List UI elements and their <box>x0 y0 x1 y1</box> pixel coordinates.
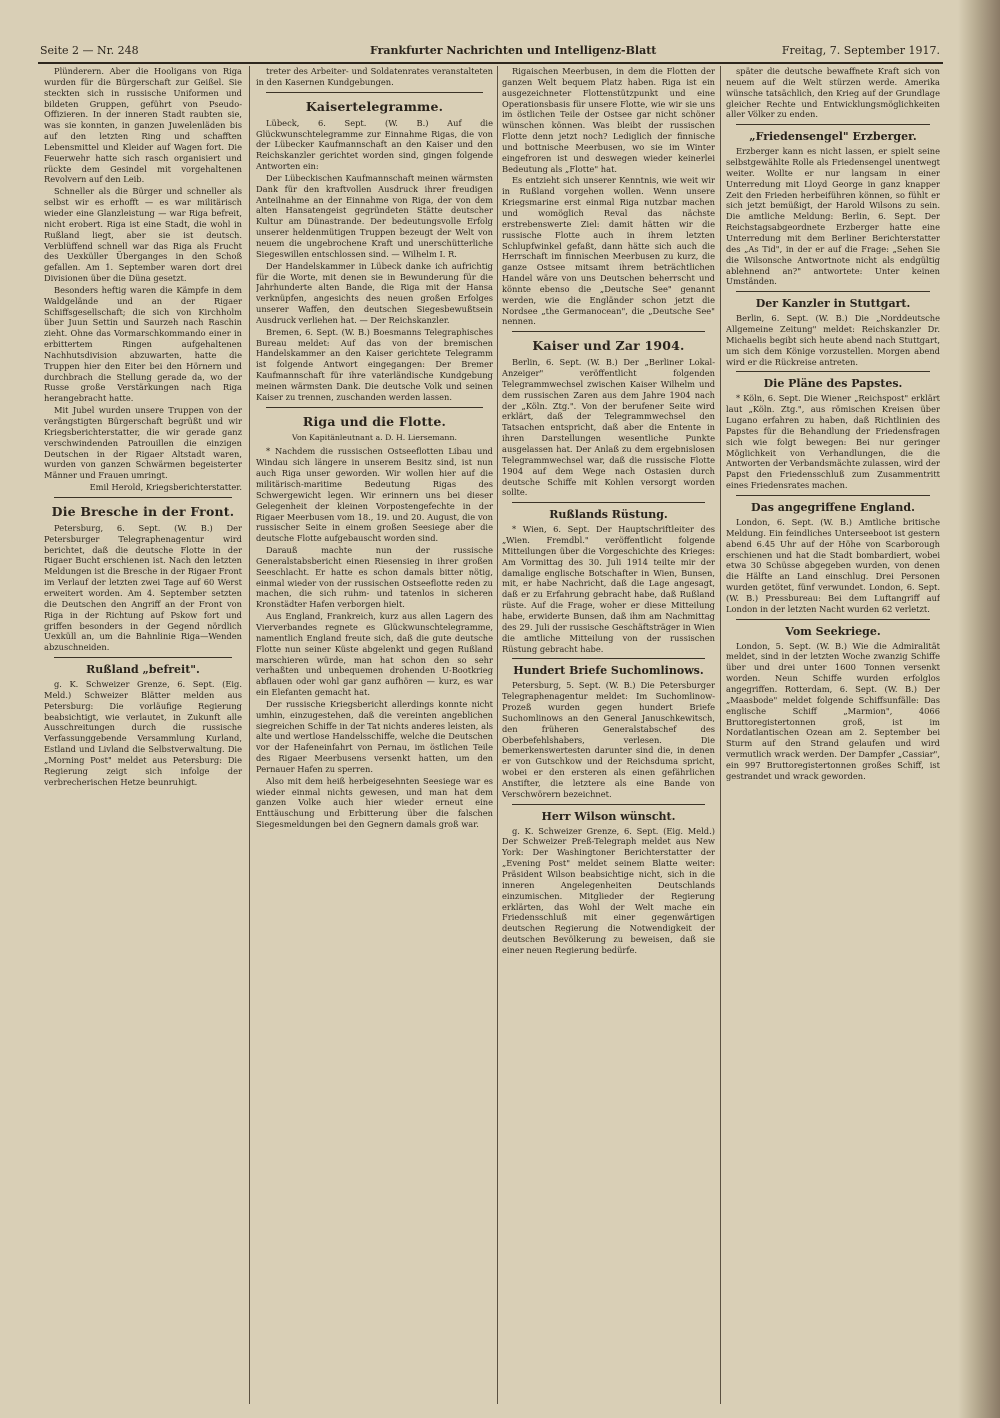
article-paragraph: Erzberger kann es nicht lassen, er spielt seine selbstgewählte Rolle als Friedensengel unentwegt weiter. Wollte er nur langsam in einer Unterredung mit Lloyd George in ganz knapper Zeit den Frieden herbeiführen können, so fühlt er sich jetzt bemüßigt, der Harold Wilsons zu sein. Die amtliche Meldung: Berlin, 6. Sept. Der Reichstagsabgeordnete Erzberger hatte eine Unterredung mit dem Berliner Berichterstatter des „As Tid", in der er auf die Frage: „Sehen Sie die Wilsonsche Antwortnote nicht als endgültig ablehnend an?" antwortete: Unter keinen Umständen. <box>726 146 940 287</box>
section-separator <box>266 92 483 93</box>
article-paragraph: Petersburg, 6. Sept. (W. B.) Der Petersburger Telegraphenagentur wird berichtet, daß die deutsche Flotte in der Rigaer Bucht erschienen ist. Nach den letzten Meldungen ist die Bresche in der Rigaer Front im Verlauf der letzten zwei Tage auf 60 Werst erweitert worden. Am 4. September setzten die Deutschen den Angriff an der Front von Riga in der Richtung auf Pskow fort und griffen besonders in der Gegend nördlich Uexküll an, um die Bahnlinie Riga—Wenden abzuschneiden. <box>44 522 242 653</box>
page-number: Seite 2 — Nr. 248 <box>40 44 139 57</box>
article-paragraph: Der russische Kriegsbericht allerdings konnte nicht umhin, einzugestehen, daß die vereinten angeblichen siegreichen Schiffe in der Tat nichts anderes leisten, als alte und wertlose Handelsschiffe, welche die Deutschen vor der Hafeneinfahrt von Pernau, im östlichen Teile des Rigaer Meerbusens versenkt hatten, um den Pernauer Hafen zu sperren. <box>256 698 493 774</box>
section-separator <box>512 331 705 332</box>
article-paragraph: * Wien, 6. Sept. Der Hauptschriftleiter des „Wien. Fremdbl." veröffentlicht folgende Mitteilungen über die Vorgeschichte des Krieges: Am Vormittag des 30. Juli 1914 teilte mir der damalige englische Botschafter in Wien, Bunsen, mit, er habe Nachricht, daß die Lage angesagt, daß er zu Erfahrung gebracht habe, daß Rußland rüste. Auf die Frage, woher er diese Mitteilung habe, erwiderte Bunsen, daß ihm am Nachmittag des 29. Juli der russische Geschäftsträger in Wien die amtliche Mitteilung von der russischen Rüstung gebracht habe. <box>502 524 715 654</box>
section-separator <box>736 371 930 372</box>
article-paragraph: später die deutsche bewaffnete Kraft sich von neuem auf die Welt stürzen werde. Amerika wünsche tatsächlich, den Krieg auf der Grundlage gleicher Rechte und Entwicklungsmöglichkeiten aller Völker zu enden. <box>726 66 940 120</box>
section-separator <box>512 658 705 659</box>
masthead: Frankfurter Nachrichten und Intelligenz-Blatt <box>370 44 657 57</box>
section-separator <box>736 495 930 496</box>
headline: Herr Wilson wünscht. <box>541 809 676 823</box>
article-paragraph: Petersburg, 5. Sept. (W. B.) Die Petersburger Telegraphenagentur meldet: Im Suchomlinow-Prozeß wurden gegen hundert Briefe Suchomlinows an den General Januschkewitsch, den früheren Generalstabschef des Oberbefehlshabers, verlesen. Die bemerkenswertesten darunter sind die, in denen er von Gutschkow und der Reichsduma spricht, wobei er den ersteren als einen gefährlichen Anstifter, die letztere als eine Bande von Verschwörern bezeichnet. <box>502 680 715 799</box>
section-separator <box>266 407 483 408</box>
article-paragraph: * Köln, 6. Sept. Die Wiener „Reichspost" erklärt laut „Köln. Ztg.", aus römischen Kreisen über Lugano erfahren zu haben, daß Richtlinien des Papstes für die Behandlung der Friedensfragen sich wie folgt bewegen: Bei nur geringer Möglichkeit von Verhandlungen, die die Antworten der Verbandsmächte zulassen, wird der Papst den Friedensschluß zum Zusammentritt eines Friedensrates machen. <box>726 393 940 491</box>
byline: Von Kapitänleutnant a. D. H. Liersemann. <box>292 432 457 442</box>
article-paragraph: Lübeck, 6. Sept. (W. B.) Auf die Glückwunschtelegramme zur Einnahme Rigas, die von der Lübecker Kaufmannschaft an den Kaiser und den Reichskanzler gerichtet worden sind, gingen folgende Antworten ein: <box>256 117 493 172</box>
column-4 <box>726 66 940 1406</box>
headline: Riga und die Flotte. <box>302 413 447 429</box>
headline: Hundert Briefe Suchomlinows. <box>513 664 704 678</box>
headline: Die Bresche in der Front. <box>51 503 235 519</box>
page-edge-shadow <box>958 0 1000 1418</box>
column-1 <box>44 66 242 1406</box>
article-paragraph: Berlin, 6. Sept. (W. B.) Die „Norddeutsche Allgemeine Zeitung" meldet: Reichskanzler Dr. Michaelis begibt sich heute abend nach Stuttgart, um sich dem Könige vorzustellen. Morgen abend wird er die Rückreise antreten. <box>726 313 940 367</box>
section-separator <box>512 804 705 805</box>
headline: Kaisertelegramme. <box>305 98 444 114</box>
headline: „Friedensengel" Erzberger. <box>749 130 917 144</box>
headline: Kaiser und Zar 1904. <box>532 338 685 354</box>
article-paragraph: Mit Jubel wurden unsere Truppen von der verängstigten Bürgerschaft begrüßt und wir Kriegsberichterstatter, die wir gerade ganz verschwindenden Patrouillen die einzigen Deutschen in der Rigaer Altstadt waren, wurden von ganzen Schwärmen begeisterter Männer und Frauen umringt. <box>44 405 242 481</box>
headline: Die Pläne des Papstes. <box>763 377 903 391</box>
article-paragraph: Aus England, Frankreich, kurz aus allen Lagern des Vierverbandes regnete es Glückwunschtelegramme, namentlich England freute sich, daß die gute deutsche Flotte nun seiner Küste abgelenkt und gegen Rußland marschieren würde, man hat schon den so sehr verhaßten und unbequemen drohenden U-Bootkrieg abflauen oder wohl gar ganz aufhören — kurz, es war ein Elefanten gemacht hat. <box>256 611 493 698</box>
column-rule <box>497 66 498 1404</box>
article-paragraph: Berlin, 6. Sept. (W. B.) Der „Berliner Lokal-Anzeiger" veröffentlicht folgenden Telegrammwechsel zwischen Kaiser Wilhelm und dem russischen Zaren aus dem Jahre 1904 nach der „Köln. Ztg.". Von der berufener Seite wird erklärt, daß der Telegrammwechsel den Tatsachen entspricht, daß aber die Entente in ihren Darstellungen wesentliche Punkte ausgelassen hat. Der Anlaß zu dem ergebnislosen Telegrammwechsel war, daß die russische Flotte 1904 auf dem Wege nach Ostasien durch deutsche Schiffe mit Kohlen versorgt worden sollte. <box>502 357 715 498</box>
column-2 <box>256 66 493 1406</box>
section-separator <box>736 291 930 292</box>
article-paragraph: g. K. Schweizer Grenze, 6. Sept. (Eig. Meld.) Schweizer Blätter melden aus Petersburg: Die vorläufige Regierung beabsichtigt, wie verlautet, in Zukunft alle Ausschreitungen durch die russische Verfassunggebende Versammlung Kurland, Estland und Livland die Selbstverwaltung. Die „Morning Post" meldet aus Petersburg: Die Regierung zeigt sich infolge der verbrecherischen Hetze beunruhigt. <box>44 679 242 787</box>
article-paragraph: g. K. Schweizer Grenze, 6. Sept. (Eig. Meld.) Der Schweizer Preß-Telegraph meldet aus New York: Der Washingtoner Berichterstatter der „Evening Post" meldet seinem Blatte weiter: Präsident Wilson beabsichtige nicht, sich in die inneren Angelegenheiten Deutschlands einzumischen. Mitglieder der Regierung erklärten, das Wohl der Welt mache ein Friedensschluß mit einer gegenwärtigen deutschen Regierung die Notwendigkeit der deutschen Bevölkerung zu beweisen, daß sie einer neuen Regierung bedürfe. <box>502 825 715 955</box>
article-paragraph: Also mit dem heiß herbeigesehnten Seesiege war es wieder einmal nichts gewesen, und man hat dem ganzen Volke auch hier wieder erneut eine Enttäuschung und Erbitterung über die falschen Siegesmeldungen bei den Gegnern damals groß war. <box>256 775 493 830</box>
article-paragraph: Besonders heftig waren die Kämpfe in dem Waldgelände und an der Rigaer Schiffsgesellschaft; die sich von Kirchholm über Juun Settin und Saurzeh nach Raschin zieht. Ohne das Vormarschkommando einer in erbittertem Ringen aufgehaltenen Nachhutsdivision abzuwarten, hatte die Truppen hier den Eiter bei den Hörnern und durchbrach die Stellung gerade da, wo der Russe große Verstärkungen nach Riga herangebracht hatte. <box>44 284 242 404</box>
article-paragraph: treter des Arbeiter- und Soldatenrates veranstalteten in den Kasernen Kundgebungen. <box>256 66 493 87</box>
issue-date: Freitag, 7. September 1917. <box>781 44 940 57</box>
section-separator <box>512 502 705 503</box>
author-signature: Emil Herold, Kriegsberichterstatter. <box>89 482 242 493</box>
article-paragraph: * Nachdem die russischen Ostseeflotten Libau und Windau sich längere in unserem Besitz sind, ist nun auch Riga unser geworden. Wir wollen hier auf die militärisch-maritime Bedeutung Rigas des Schwergewicht legen. Wir erinnern uns bei dieser Gelegenheit der kleinen Vorpostengefechte in der Rigaer Meerbusen vom 18., 19. und 20. August, die von russischer Seite in einem großen Seesiege aber die deutsche Flotte aufgebauscht worden sind. <box>256 446 493 544</box>
article-paragraph: Rigaischen Meerbusen, in dem die Flotten der ganzen Welt bequem Platz haben. Riga ist ein ausgezeichneter Flottenstützpunkt und eine Operationsbasis für unsere Flotte, wie wir sie uns im östlichen Teile der Ostsee gar nicht schöner wünschen können. Was bleibt der russischen Flotte denn jetzt noch? Lediglich der finnische und bottnische Meerbusen, wo sie im Winter eingefroren ist und deswegen wieder keinerlei Bedeutung als „Flotte" hat. <box>502 66 715 174</box>
headline: Vom Seekriege. <box>785 624 881 638</box>
column-3 <box>502 66 715 1406</box>
article-paragraph: Plünderern. Aber die Hooligans von Riga wurden für die Bürgerschaft zur Geißel. Sie steckten sich in russische Uniformen und bildeten Gruppen, geführt von Pseudo-Offizieren. In der inneren Stadt raubten sie, was sie konnten, in ganzen Juwelenläden bis auf den letzten Ring und schafften Lebensmittel und Kleider auf Wagen fort. Die Feuerwehr hatte sich rasch organisiert und rückte dem Gesindel mit vorgehaltenen Revolvern auf den Leib. <box>44 66 242 185</box>
article-paragraph: Bremen, 6. Sept. (W. B.) Boesmanns Telegraphisches Bureau meldet: Auf das von der bremischen Handelskammer an den Kaiser gerichtete Telegramm ist folgende Antwort eingegangen: Der Bremer Kaufmannschaft für ihre vaterländische Kundgebung meinen wärmsten Dank. Die deutsche Volk und seinen Kaiser zu trennen, zuschanden werden lassen. <box>256 326 493 402</box>
section-separator <box>736 619 930 620</box>
article-paragraph: Schneller als die Bürger und schneller als selbst wir es erhofft — es war militärisch wieder eine Glanzleistung — war Riga befreit, nicht erobert. Riga ist eine Stadt, die wohl in Rußland liegt, aber sie ist deutsch. Verblüffend schnell war das Riga als Frucht des Uexküller Überganges in den Schoß gefallen. Am 1. September waren dort drei Divisionen über die Düna gesetzt. <box>44 186 242 284</box>
article-paragraph: Der Handelskammer in Lübeck danke ich aufrichtig für die Worte, mit denen sie in Bewunderung für die Jahrhunderte alten Bande, die Riga mit der Hansa verknüpfen, angesichts des neuen großen Erfolges unserer Waffen, den deutschen Siegesbewußtsein Ausdruck verliehen hat. — Der Reichskanzler. <box>256 260 493 325</box>
page-header <box>40 44 940 62</box>
article-paragraph: London, 5. Sept. (W. B.) Wie die Admiralität meldet, sind in der letzten Woche zwanzig Schiffe über und drei unter 1600 Tonnen versenkt worden. Neun Schiffe wurden erfolglos angegriffen. Rotterdam, 6. Sept. (W. B.) Der „Maasbode" meldet folgende Schiffsunfälle: Das englische Schiff „Marmion", 4066 Bruttoregistertonnen groß, ist im Nordatlantischen Ozean am 2. September bei Sturm auf den Strand gelaufen und wird vermutlich wrack werden. Der Dampfer „Cassiar", ein 997 Bruttoregistertonnen großes Schiff, ist gestrandet und wrack geworden. <box>726 640 940 781</box>
headline: Rußland „befreit". <box>86 663 200 677</box>
headline: Der Kanzler in Stuttgart. <box>755 297 911 311</box>
column-rule <box>249 66 250 1404</box>
headline: Das angegriffene England. <box>751 501 915 514</box>
section-separator <box>54 657 232 658</box>
header-rule <box>38 62 943 64</box>
article-paragraph: Darauß machte nun der russische Generalstabsbericht einen Riesensieg in ihrer großen Seeschlacht. Er hatte es schon damals bitter nötig, einmal wieder von der russischen Ostseeflotte reden zu machen, die sich ruhm- und tatenlos in sicheren Kronstädter Hafen verborgen hielt. <box>256 545 493 610</box>
section-separator <box>736 124 930 125</box>
article-paragraph: London, 6. Sept. (W. B.) Amtliche britische Meldung. Ein feindliches Unterseeboot ist gestern abend 6.45 Uhr auf der Höhe von Scarborough erschienen und hat die Stadt bombardiert, wobei etwa 30 Schüsse abgegeben wurden, von denen die Hälfte an Land einschlug. Drei Personen wurden getötet, fünf verwundet. London, 6. Sept. (W. B.) Pressbureau: Bei dem Luftangriff auf London in der letzten Nacht wurden 62 verletzt. <box>726 517 940 614</box>
section-separator <box>54 497 232 498</box>
article-paragraph: Es entzieht sich unserer Kenntnis, wie weit wir in Rußland vorgehen wollen. Wenn unsere Kriegsmarine erst einmal Riga nutzbar machen und womöglich Reval das nächste erstrebenswerte Ziel: damit hätten wir die russische Flotte auch in ihrem letzten Schlupfwinkel gefaßt, dann hätte sich auch die Herrschaft im finnischen Meerbusen zu kurz, die ganze Ostsee mitsamt ihrem beträchtlichen Handel wäre von uns Deutschen beherrscht und könnte ebenso die „Deutsche See" genannt werden, wie die Engländer schon jetzt die Nordsee „the Germanocean", die „Deutsche See" nennen. <box>502 175 715 327</box>
headline: Rußlands Rüstung. <box>549 508 668 522</box>
column-rule <box>720 66 721 1404</box>
article-paragraph: Der Lübeckischen Kaufmannschaft meinen wärmsten Dank für den kraftvollen Ausdruck ihrer freudigen Anteilnahme an der Einnahme von Riga, der von dem alten Hansatengeist gegründeten Stätte deutscher Kultur am Dünastrande. Der bedeutungsvolle Erfolg unserer heldenmütigen Truppen bezeugt der Welt von neuem die ungebrochene Kraft und unerschütterliche Siegeswillen entschlossen sind. — Wilhelm I. R. <box>256 172 493 259</box>
